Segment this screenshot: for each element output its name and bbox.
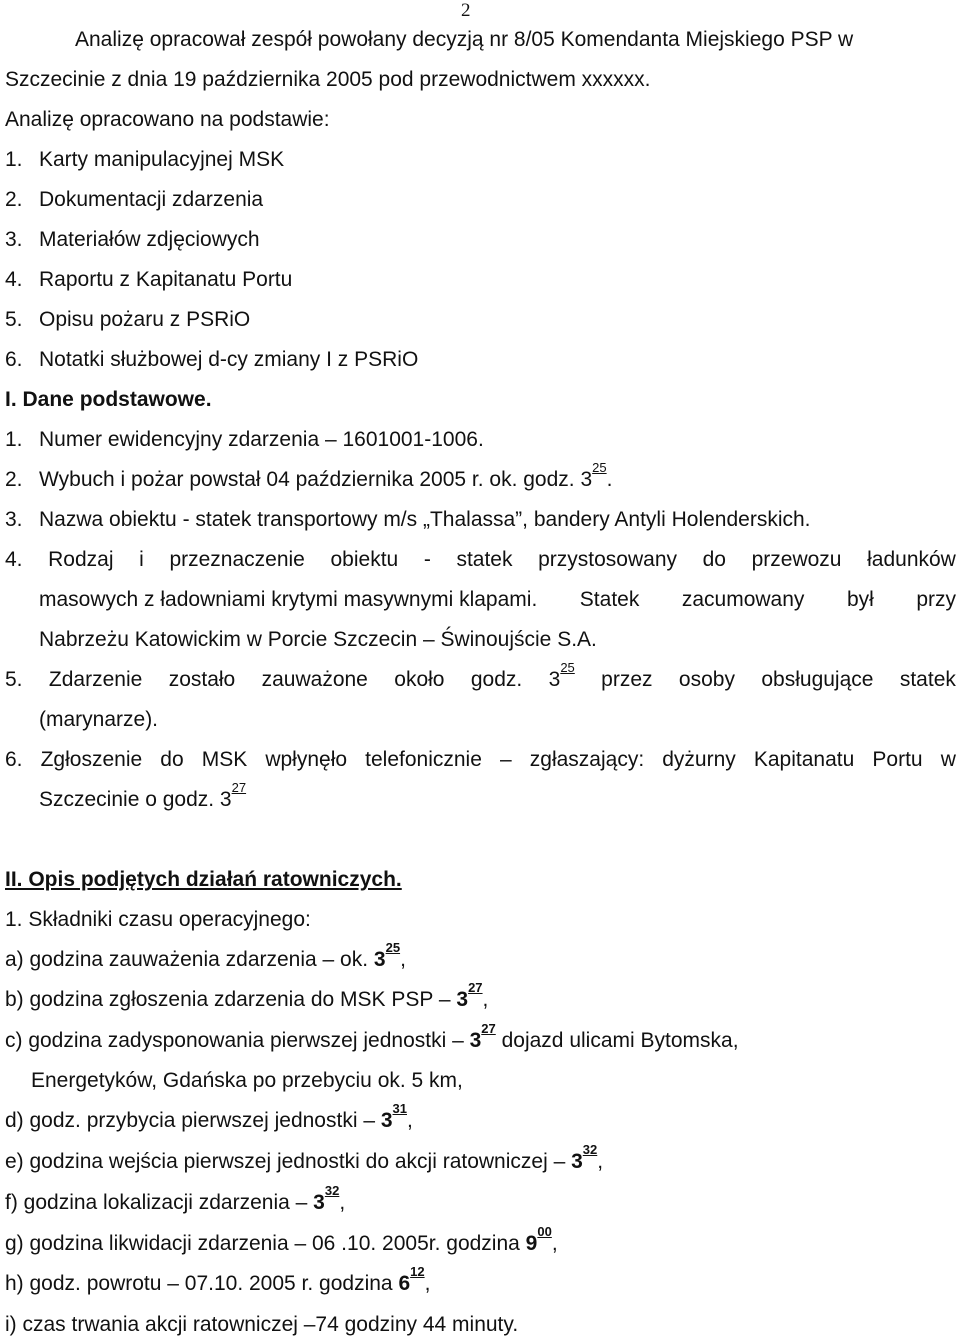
basis-heading: Analizę opracowano na podstawie:: [5, 108, 330, 131]
time-item: g) godzina likwidacji zdarzenia – 06 .10. 2005r. godzina $9^{00}$,: [5, 1224, 558, 1255]
source-item: 3. Materiałów zdjęciowych: [5, 228, 260, 251]
time-item: d) godz. przybycia pierwszej jednostki – $3^{31}$,: [5, 1101, 413, 1132]
basic-data-item: 3. Nazwa obiektu - statek transportowy m/s „Thalassa”, bandery Antyli Holenderskich.: [5, 508, 811, 531]
intro-line-1: Analizę opracował zespół powołany decyzją nr 8/05 Komendanta Miejskiego PSP w: [75, 28, 854, 51]
basic-data-item: 4. Rodzaj i przeznaczenie obiektu - statek przystosowany do przewozu ładunków: [5, 548, 956, 571]
basic-data-item-continuation: (marynarze).: [39, 708, 159, 731]
time-item: b) godzina zgłoszenia zdarzenia do MSK PSP – $3^{27}$,: [5, 980, 489, 1011]
basic-data-item-continuation: Nabrzeżu Katowickim w Porcie Szczecin – Świnoujście S.A.: [39, 628, 597, 651]
basic-data-item-continuation: Szczecinie o godz. $3^{27}$: [39, 780, 247, 811]
section-2-heading: II. Opis podjętych działań ratowniczych.: [5, 868, 402, 891]
section-1-heading: I. Dane podstawowe.: [5, 388, 212, 411]
time-item-continuation: Energetyków, Gdańska po przebyciu ok. 5 km,: [31, 1069, 463, 1092]
source-item: 6. Notatki służbowej d-cy zmiany I z PSRiO: [5, 348, 419, 371]
basic-data-item: 6. Zgłoszenie do MSK wpłynęło telefonicznie – zgłaszający: dyżurny Kapitanatu Portu w: [5, 748, 956, 771]
source-item: 1. Karty manipulacyjnej MSK: [5, 148, 285, 171]
basic-data-item: 5. Zdarzenie zostało zauważone około godz. $3^{25}$ przez osoby obsługujące statek: [5, 660, 956, 691]
time-item: a) godzina zauważenia zdarzenia – ok. $3^{25}$,: [5, 940, 406, 971]
source-item: 2. Dokumentacji zdarzenia: [5, 188, 264, 211]
time-item: i) czas trwania akcji ratowniczej –74 godziny 44 minuty.: [5, 1313, 519, 1336]
intro-line-2: Szczecinie z dnia 19 października 2005 pod przewodnictwem xxxxxx.: [5, 68, 651, 91]
time-item: h) godz. powrotu – 07.10. 2005 r. godzina $6^{12}$,: [5, 1264, 431, 1295]
basic-data-item-continuation: masowych z ładowniami krytymi masywnymi klapami. Statek zacumowany był przy: [39, 588, 956, 611]
source-item: 5. Opisu pożaru z PSRiO: [5, 308, 251, 331]
time-item: f) godzina lokalizacji zdarzenia – $3^{32}$,: [5, 1183, 346, 1214]
time-item: e) godzina wejścia pierwszej jednostki do akcji ratowniczej – $3^{32}$,: [5, 1142, 604, 1173]
page-number: 2: [461, 0, 471, 21]
time-item: c) godzina zadysponowania pierwszej jednostki – $3^{27}$ dojazd ulicami Bytomska,: [5, 1021, 739, 1052]
operational-time-heading: 1. Składniki czasu operacyjnego:: [5, 908, 311, 931]
basic-data-item: 2. Wybuch i pożar powstał 04 października 2005 r. ok. godz. $3^{25}$.: [5, 460, 613, 491]
basic-data-item: 1. Numer ewidencyjny zdarzenia – 1601001-1006.: [5, 428, 484, 451]
source-item: 4. Raportu z Kapitanatu Portu: [5, 268, 293, 291]
